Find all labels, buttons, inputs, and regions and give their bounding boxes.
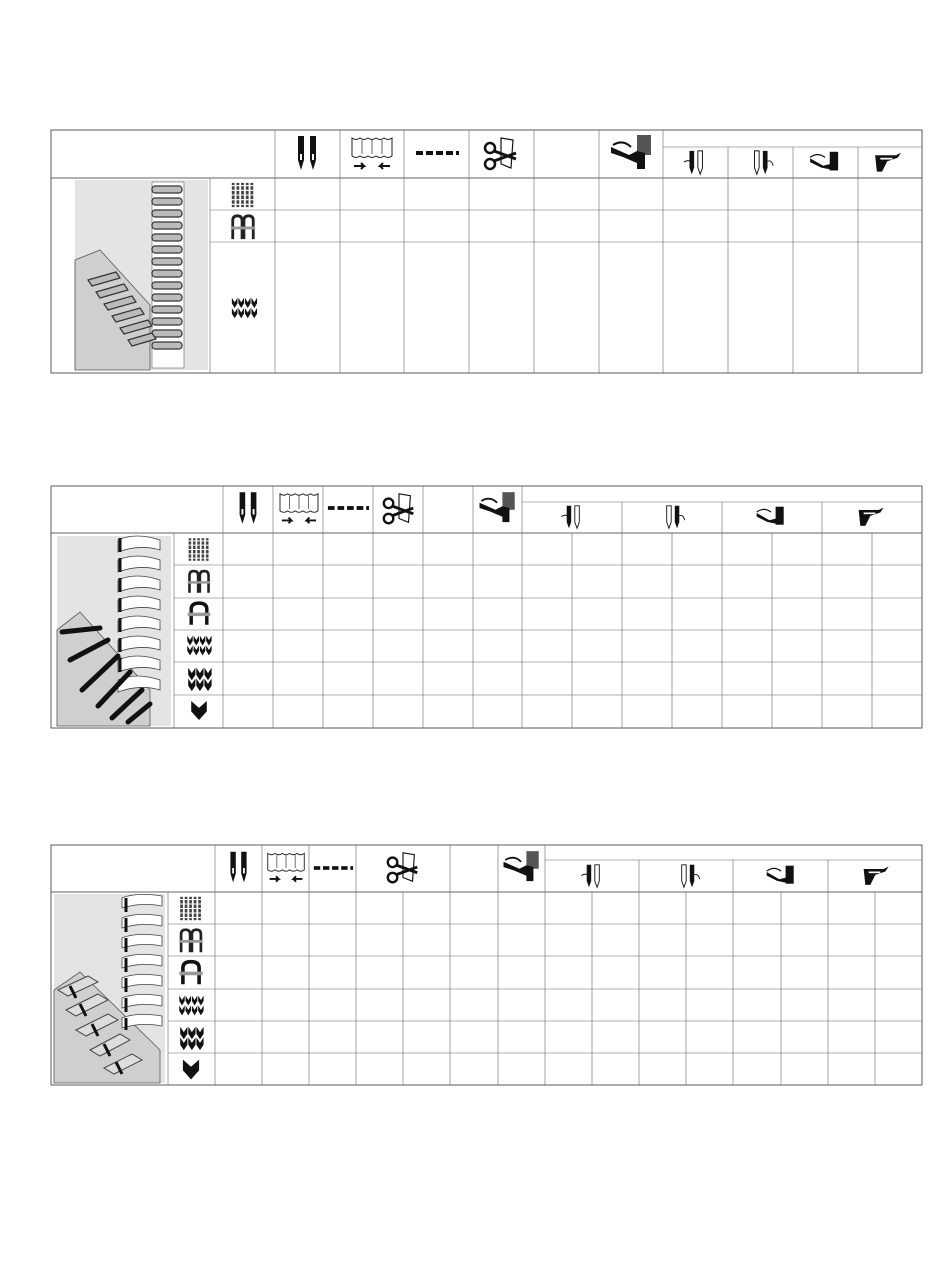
presser-foot-icon: [480, 492, 515, 522]
fine-fabric-icon: [231, 183, 255, 207]
table-2: [51, 486, 922, 728]
presser-foot-icon: [611, 135, 651, 169]
fine-fabric-icon: [179, 897, 202, 920]
blade-icon: [875, 153, 901, 172]
presser-foot-icon: [504, 851, 539, 881]
gather-icon: [352, 138, 392, 169]
blade-icon: [864, 867, 889, 885]
presser-foot-small-icon: [757, 507, 784, 525]
blade-icon: [859, 508, 884, 526]
medium-fabric-icon: [231, 216, 255, 239]
stitch-length-icon: [314, 866, 353, 870]
table-3: [51, 845, 922, 1085]
needle-right-icon: [667, 506, 685, 529]
double-needle-icon: [240, 492, 257, 524]
heavy-fabric-icon: [188, 603, 211, 625]
medium-fabric-icon: [179, 930, 202, 953]
double-needle-icon: [230, 852, 246, 883]
presser-foot-small-icon: [810, 152, 838, 171]
presser-foot-small-icon: [767, 866, 794, 884]
heavy-knit-icon: [188, 668, 211, 691]
seam-illustration-1: [75, 180, 208, 370]
gather-icon: [280, 494, 318, 523]
cutter-icon: [485, 138, 516, 169]
knit-fabric-icon: [232, 298, 257, 319]
needle-left-icon: [684, 151, 703, 174]
needle-right-icon: [754, 151, 773, 174]
cutter-icon: [384, 494, 413, 523]
needle-left-icon: [581, 865, 599, 888]
heavy-fabric-icon: [179, 962, 202, 985]
cutter-icon: [388, 853, 417, 882]
fine-fabric-icon: [188, 538, 211, 561]
stitch-length-icon: [328, 506, 369, 510]
stitch-length-icon: [416, 151, 459, 155]
needle-left-icon: [561, 506, 579, 529]
single-knit-icon: [183, 1060, 199, 1080]
gather-icon: [268, 853, 305, 881]
double-needle-icon: [298, 136, 316, 170]
knit-fabric-icon: [187, 636, 211, 656]
knit-fabric-icon: [179, 996, 203, 1016]
heavy-knit-icon: [180, 1027, 203, 1050]
needle-right-icon: [682, 865, 700, 888]
table-1: [51, 130, 922, 373]
seam-illustration-2: [57, 536, 171, 726]
single-knit-icon: [191, 701, 207, 720]
seam-illustration-3: [54, 894, 165, 1083]
medium-fabric-icon: [188, 571, 211, 593]
